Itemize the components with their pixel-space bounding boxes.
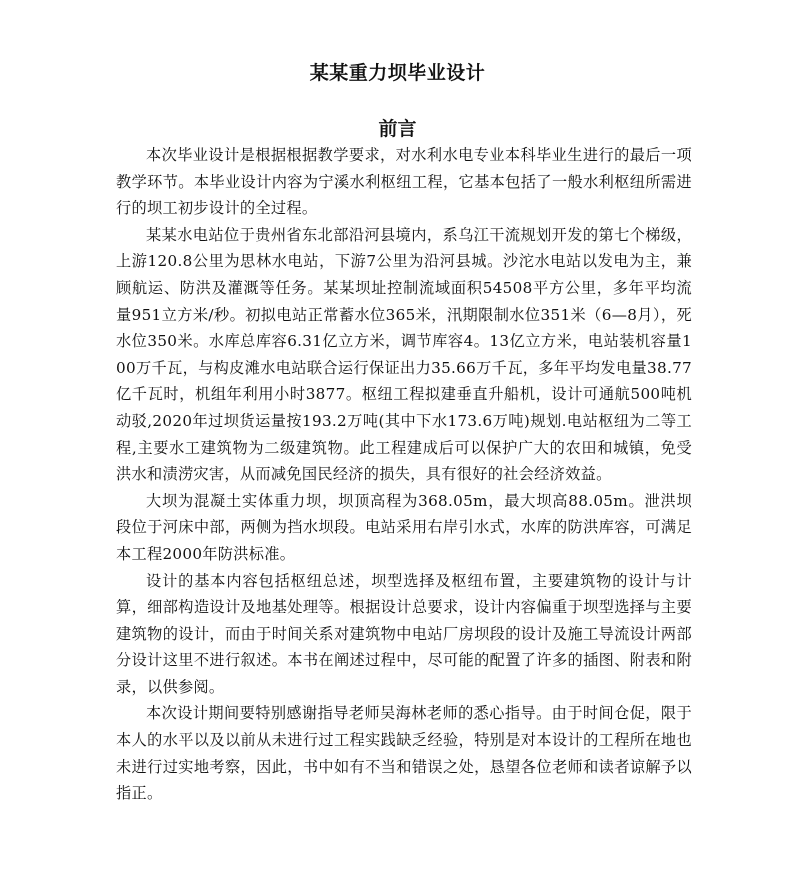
paragraph-purpose: 本次毕业设计是根据根据教学要求，对水利水电专业本科毕业生进行的最后一项教学环节。本毕业设计内容为宁溪水利枢纽工程，它基本包括了一般水利枢纽所需进行的坝工初步设计的全过程。 xyxy=(116,146,692,218)
paragraph-acknowledgements: 本次设计期间要特别感谢指导老师吴海林老师的悉心指导。由于时间仓促，限于本人的水平以及以前从未进行过工程实践缺乏经验，特别是对本设计的工程所在地也未进行过实地考察，因此，书中如有不当和错误之处，恳望各位老师和读者谅解予以指正。 xyxy=(116,704,692,803)
paragraph-design-contents: 设计的基本内容包括枢纽总述，坝型选择及枢纽布置，主要建筑物的设计与计算，细部构造设计及地基处理等。根据设计总要求，设计内容偏重于坝型选择与主要建筑物的设计，而由于时间关系对建筑物中电站厂房坝段的设计及施工导流设计两部分设计这里不进行叙述。本书在阐述过程中，尽可能的配置了许多的插图、附表和附录，以供参阅。 xyxy=(116,571,692,696)
document-title: 某某重力坝毕业设计 xyxy=(309,62,486,84)
body-text xyxy=(116,142,692,807)
paragraph-station-overview: 某某水电站位于贵州省东北部沿河县境内，系乌江干流规划开发的第七个梯级，上游120.8公里为思林水电站，下游7公里为沿河县城。沙沱水电站以发电为主，兼顾航运、防洪及灌溉等任务。某某坝址控制流域面积54508平方公里，多年平均流量951立方米/秒。初拟电站正常蓄水位365米，汛期限制水位351米（6—8月），死水位350米。水库总库容6.31亿立方米，调节库容4。13亿立方米，电站装机容量100万千瓦，与构皮滩水电站联合运行保证出力35.66万千瓦，多年平均发电量38.77亿千瓦时，机组年利用小时3877。枢纽工程拟建垂直升船机，设计可通航500吨机动驳,2020年过坝货运量按193.2万吨(其中下水173.6万吨)规划.电站枢纽为二等工程,主要水工建筑物为二级建筑物。此工程建成后可以保护广大的农田和城镇，免受洪水和渍涝灾害，从而减免国民经济的损失，具有很好的社会经济效益。 xyxy=(116,225,692,484)
section-heading-preface: 前言 xyxy=(378,118,417,140)
paragraph-dam-description: 大坝为混凝土实体重力坝，坝顶高程为368.05m，最大坝高88.05m。泄洪坝段位于河床中部，两侧为挡水坝段。电站采用右岸引水式，水库的防洪库容，可满足本工程2000年防洪标准。 xyxy=(116,491,692,563)
